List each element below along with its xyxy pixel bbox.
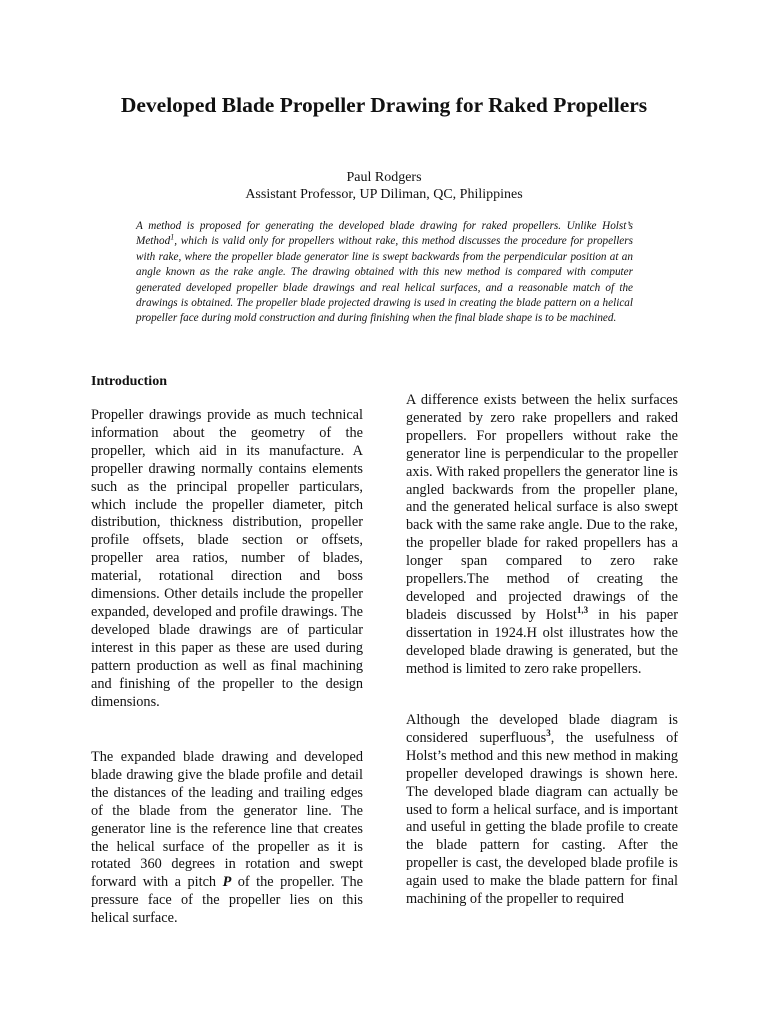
paragraph-4-text-end: and this new method in making propeller developed drawings is shown here. The developed blade diagram can actually be used to form a helical surface, and is important and useful in getting the blade profile to create the blade pattern for casting. After the propeller is cast, the developed blade profile is again used to make the blade pattern for final machining of the propeller to required: [406, 747, 678, 908]
paragraph-3-text-start: A difference exists between the helix surfaces generated by zero rake propellers and raked propellers. For propellers without rake the generator line is perpendicular to the propeller axis. With raked propellers the generator line is angled backwards from the propeller plane, and the generated helical surface is also swept back with the same rake angle. Due to the rake, the propeller blade for raked propellers has a longer span compared to zero rake propellers.The method of creating the developed and projected drawings of the bladeis discussed by Holst: [406, 392, 678, 623]
paragraph-3-text-end: in his paper dissertation in 1924.H olst illustrates how the developed blade drawing is generated, but the method is limited to zero rake propellers.: [406, 606, 678, 677]
paragraph-3: [406, 392, 678, 679]
author-name: Paul Rodgers: [346, 170, 422, 185]
paragraph-4-text-start: Although the developed blade diagram is considered superfluous: [406, 712, 678, 746]
citation-superscript: 3: [546, 728, 551, 739]
abstract-text-start: A method is proposed for generating the developed blade drawing for raked propellers. Unlike: [136, 220, 603, 232]
holst-method-reference: Holst’s method: [406, 747, 494, 764]
paragraph-1: Propeller drawings provide as much technical information about the geometry of the propeller, which aid in its manufacture. A propeller drawing normally contains elements such as the principal propeller particulars, which include the propeller diameter, pitch distribution, thickness distribution, propeller profile offsets, blade section or offsets, propeller area ratios, number of blades, material, rotational direction and boss dimensions. Other details include the propeller expanded, developed and profile drawings. The developed blade drawings are of particular interest in this paper as these are used during pattern production as well as final machining and finishing of the propeller to the design dimensions.: [91, 407, 363, 710]
pitch-symbol: P: [222, 874, 232, 891]
paragraph-4-text-mid: , the usefulness of: [550, 729, 679, 746]
section-heading-introduction: Introduction: [91, 374, 167, 389]
author-affiliation: Assistant Professor, UP Diliman, QC, Philippines: [245, 187, 523, 202]
paragraph-2-text-end: of the propeller. The pressure face of the propeller lies on this helical surface.: [91, 874, 363, 927]
paper-title: Developed Blade Propeller Drawing for Raked Propellers: [120, 93, 648, 117]
reference-superscript: 1: [170, 232, 175, 242]
citation-superscript: 1,3: [576, 605, 589, 616]
abstract-text-end: , which is valid only for propellers without rake, this method discusses the procedure for propellers with rake, where the propeller blade generator line is swept backwards from the perpendicular position at an angle known as the rake angle. The drawing obtained with this new method is compared with computer generated developed propeller blade drawings and real helical surfaces, and a reasonable match of the drawings is obtained. The propeller blade projected drawing is used in creating the blade pattern on a helical propeller face during mold construction and during finishing when the final blade shape is to be machined.: [136, 235, 633, 325]
abstract: [136, 219, 633, 327]
paragraph-4: [406, 712, 678, 909]
paragraph-2-text-start: The expanded blade drawing and developed blade drawing give the blade profile and detail the distances of the leading and trailing edges of the blade from the generator line. The generator line is the reference line that creates the helical surface of the propeller as it is rotated 360 degrees in rotation and swept forward with a pitch: [91, 749, 363, 891]
paragraph-2: [91, 749, 363, 928]
holst-method-reference: Holst’s Method: [136, 220, 633, 248]
